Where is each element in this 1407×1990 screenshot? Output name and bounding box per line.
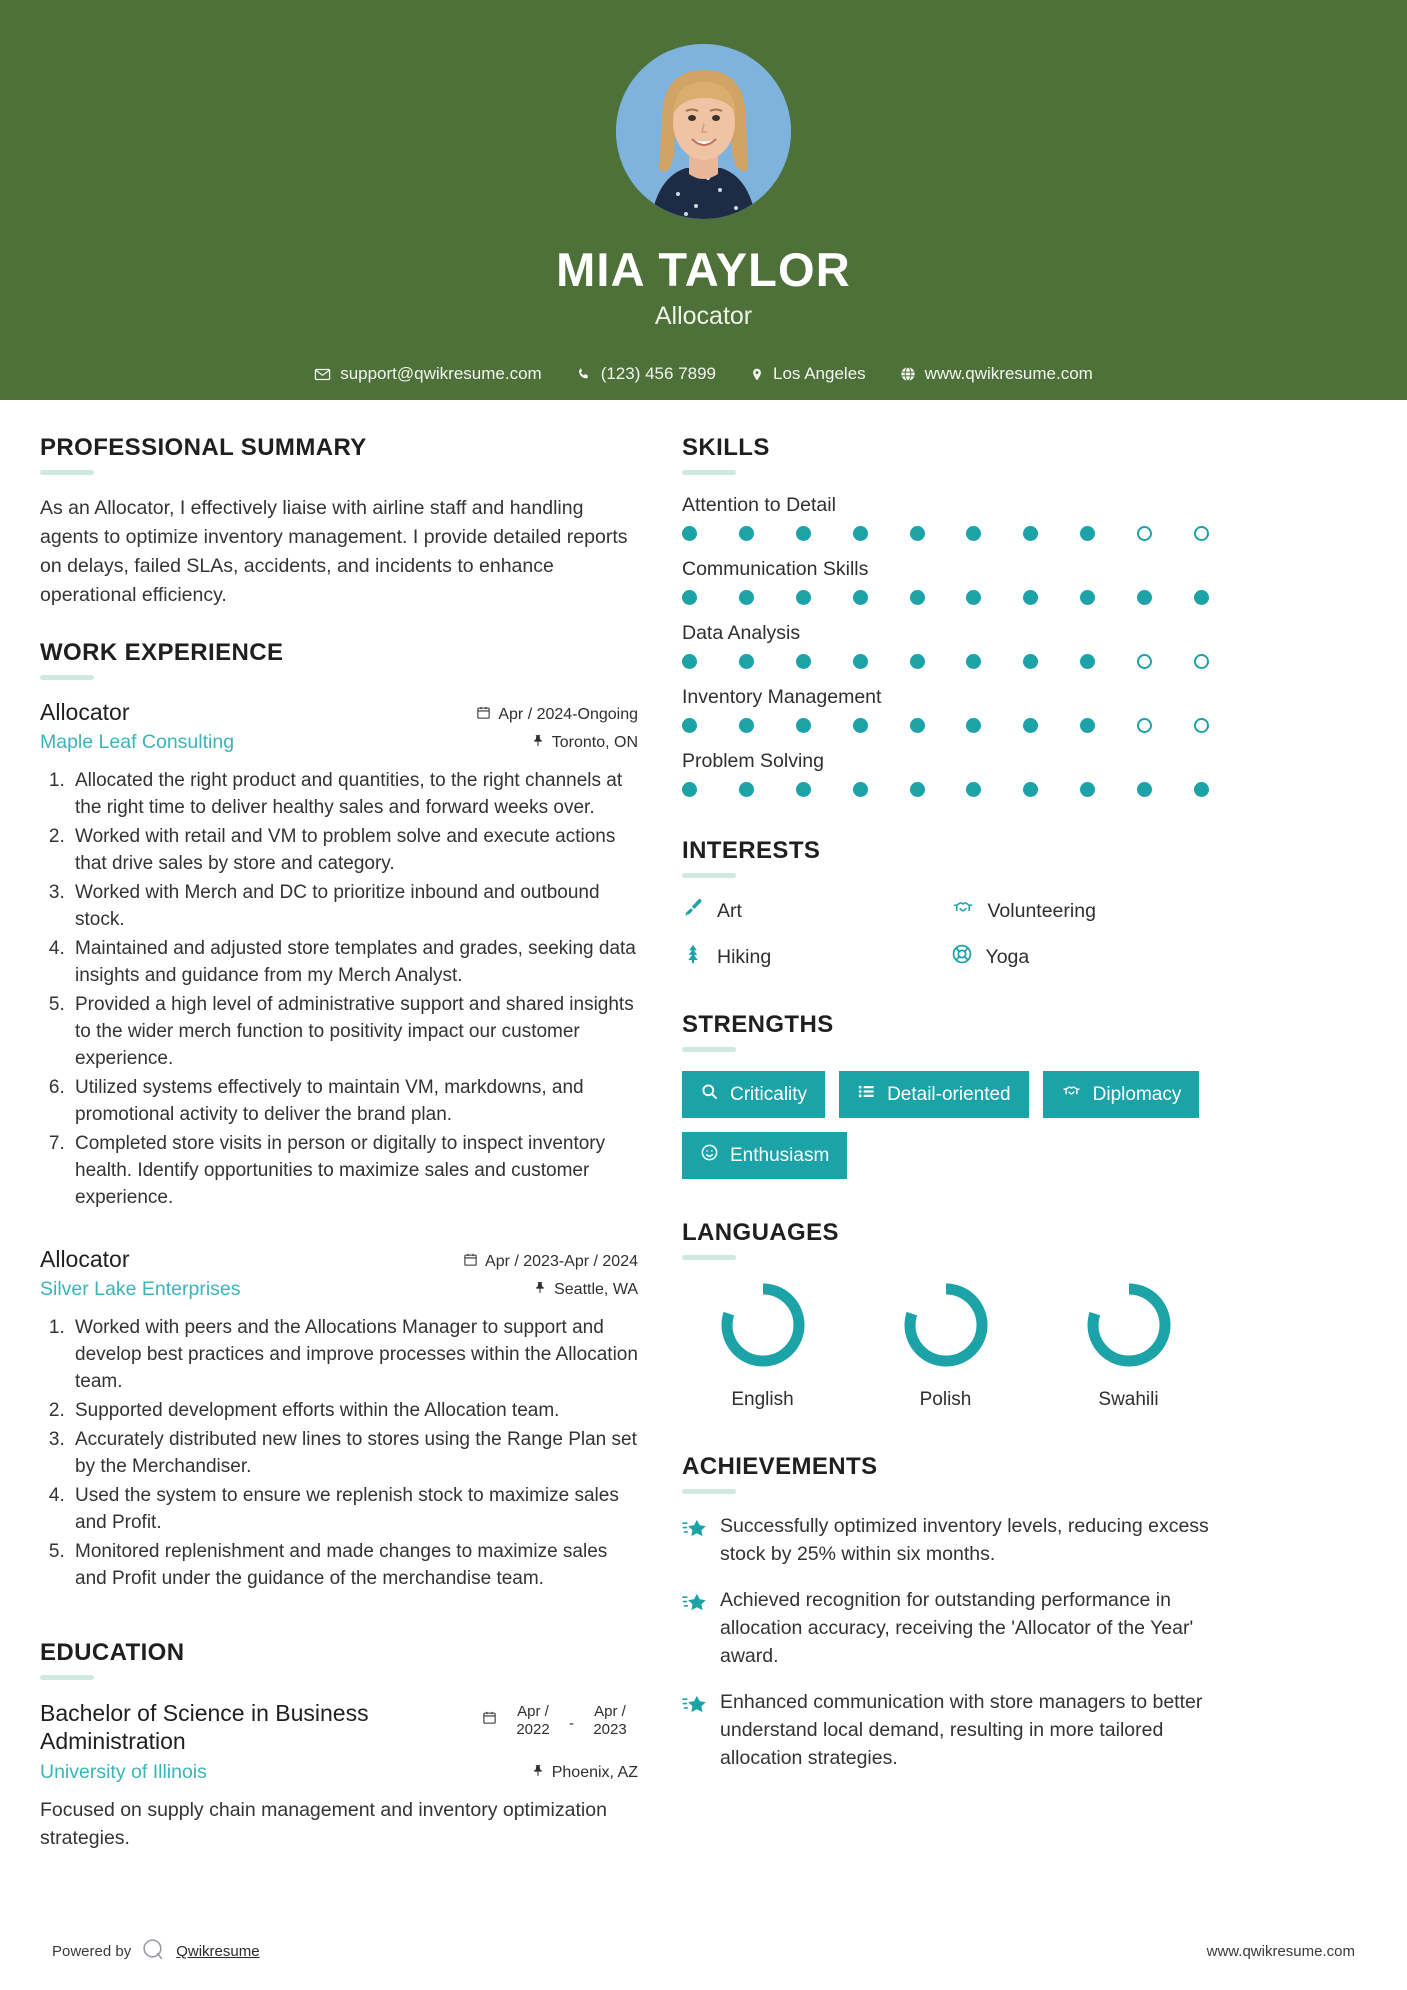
skill-dot-filled bbox=[739, 782, 754, 797]
skill-dot-filled bbox=[853, 590, 868, 605]
star-icon bbox=[682, 1689, 707, 1722]
education-end-month: Apr / bbox=[594, 1702, 626, 1720]
job-bullet: 4. Used the system to ensure we replenish stock to maximize sales and Profit. bbox=[70, 1483, 638, 1537]
interest-label: Yoga bbox=[985, 945, 1030, 968]
achievement-text: Achieved recognition for outstanding performance in allocation accuracy, receiving the 'Allocator of the Year' award. bbox=[720, 1589, 1194, 1667]
job-bullet: 7. Completed store visits in person or digitally to inspect inventory health. Identify opportunities to maximize sales and customer experience. bbox=[70, 1131, 638, 1212]
skill-dot-filled bbox=[682, 526, 697, 541]
skill-dot-filled bbox=[1023, 526, 1038, 541]
skill-dot-filled bbox=[1023, 718, 1038, 733]
achievement-item bbox=[682, 1689, 1209, 1772]
skill-dot-filled bbox=[796, 526, 811, 541]
skill-row bbox=[682, 686, 1209, 733]
section-languages bbox=[682, 1219, 1209, 1411]
skill-name: Attention to Detail bbox=[682, 494, 836, 516]
job-location-text: Seattle, WA bbox=[554, 1280, 638, 1298]
language-label: Polish bbox=[919, 1389, 972, 1410]
job-bullet: 5. Provided a high level of administrative support and shared insights to the wider merch function to positivity impact our customer experience. bbox=[70, 992, 638, 1073]
job-location-text: Toronto, ON bbox=[551, 734, 638, 752]
skill-dot-empty bbox=[1137, 654, 1152, 669]
strength-chip-diplomacy[interactable] bbox=[1043, 1071, 1200, 1118]
skill-dot-filled bbox=[1023, 590, 1038, 605]
contact-email[interactable] bbox=[297, 364, 559, 384]
page-title: MIA TAYLOR bbox=[556, 243, 851, 296]
education-location-text: Phoenix, AZ bbox=[551, 1763, 638, 1781]
lifebuoy-icon bbox=[951, 943, 973, 971]
interest-item-yoga bbox=[951, 943, 1210, 971]
language-item bbox=[682, 1279, 843, 1411]
magnifier-icon bbox=[700, 1082, 719, 1107]
section-underline bbox=[40, 1675, 94, 1680]
strength-chip-criticality[interactable] bbox=[682, 1071, 825, 1118]
job-location bbox=[534, 1280, 638, 1300]
section-underline bbox=[682, 1255, 736, 1260]
avatar-photo bbox=[616, 44, 791, 219]
skill-dot-filled bbox=[1023, 782, 1038, 797]
section-professional-summary bbox=[40, 434, 638, 609]
skill-dot-filled bbox=[682, 654, 697, 669]
job-bullet: 1. Allocated the right product and quantities, to the right channels at the right time to deliver healthy sales and forward weeks over. bbox=[70, 768, 638, 822]
skill-dot-filled bbox=[1080, 654, 1095, 669]
language-label: Swahili bbox=[1098, 1389, 1159, 1410]
section-underline bbox=[682, 873, 736, 878]
skill-dot-filled bbox=[796, 654, 811, 669]
language-progress-ring bbox=[900, 1279, 992, 1371]
skill-rating-dots bbox=[682, 782, 1209, 797]
skill-dot-filled bbox=[1137, 590, 1152, 605]
qwikresume-logo-icon bbox=[141, 1937, 166, 1966]
skill-dot-filled bbox=[796, 782, 811, 797]
skill-dot-filled bbox=[910, 590, 925, 605]
languages-list bbox=[682, 1279, 1209, 1411]
section-interests bbox=[682, 837, 1209, 971]
powered-by-block bbox=[52, 1937, 260, 1966]
skill-name: Problem Solving bbox=[682, 750, 824, 772]
skill-dot-filled bbox=[682, 782, 697, 797]
section-title-languages: LANGUAGES bbox=[682, 1219, 839, 1246]
section-work-experience bbox=[40, 639, 638, 1592]
contact-website-text: www.qwikresume.com bbox=[924, 364, 1093, 384]
skill-dot-filled bbox=[910, 782, 925, 797]
section-underline bbox=[682, 1047, 736, 1052]
section-underline bbox=[682, 1489, 736, 1494]
section-title-education: EDUCATION bbox=[40, 1638, 185, 1666]
skill-dot-filled bbox=[910, 718, 925, 733]
skill-rating-dots bbox=[682, 526, 1209, 541]
strength-label: Diplomacy bbox=[1092, 1083, 1182, 1105]
skill-dot-empty bbox=[1194, 718, 1209, 733]
contact-email-text: support@qwikresume.com bbox=[340, 364, 542, 384]
company-name: Silver Lake Enterprises bbox=[40, 1277, 241, 1300]
strength-label: Enthusiasm bbox=[730, 1144, 830, 1166]
section-underline bbox=[40, 675, 94, 680]
job-bullet: 5. Monitored replenishment and made changes to maximize sales and Profit under the guidance of the merchandise team. bbox=[70, 1539, 638, 1593]
job-bullet: 6. Utilized systems effectively to maintain VM, markdowns, and promotional activity to deliver the brand plan. bbox=[70, 1075, 638, 1129]
interest-item-art bbox=[682, 897, 941, 925]
job-bullet: 4. Maintained and adjusted store templates and grades, seeking data insights and guidance from my Merch Analyst. bbox=[70, 936, 638, 990]
contact-phone-text: (123) 456 7899 bbox=[600, 364, 717, 384]
skills-list bbox=[682, 494, 1209, 797]
job-bullet: 3. Worked with Merch and DC to prioritize inbound and outbound stock. bbox=[70, 880, 638, 934]
left-column bbox=[40, 434, 638, 1882]
skill-dot-filled bbox=[1080, 718, 1095, 733]
job-bullet-list bbox=[40, 768, 638, 1212]
tree-icon bbox=[682, 943, 704, 971]
calendar-icon bbox=[476, 705, 491, 725]
avatar bbox=[616, 44, 791, 219]
education-start-month: Apr / bbox=[517, 1702, 549, 1720]
skill-dot-filled bbox=[1080, 782, 1095, 797]
strength-label: Detail-oriented bbox=[887, 1083, 1011, 1105]
skill-dot-filled bbox=[1194, 782, 1209, 797]
job-bullet: 1. Worked with peers and the Allocations Manager to support and develop best practices and improve processes within the Allocation team. bbox=[70, 1315, 638, 1396]
skill-rating-dots bbox=[682, 590, 1209, 605]
job-title: Allocator bbox=[40, 699, 130, 726]
job-dates bbox=[476, 705, 638, 725]
job-bullet-list bbox=[40, 1315, 638, 1593]
education-start-date bbox=[505, 1703, 561, 1741]
skill-dot-filled bbox=[739, 718, 754, 733]
calendar-icon bbox=[482, 1703, 497, 1729]
smiley-icon bbox=[700, 1143, 719, 1168]
skill-dot-filled bbox=[796, 590, 811, 605]
achievement-text: Successfully optimized inventory levels, reducing excess stock by 25% within six months. bbox=[720, 1515, 1209, 1565]
skill-dot-filled bbox=[739, 590, 754, 605]
skill-dot-filled bbox=[966, 782, 981, 797]
powered-by-label: Powered by bbox=[52, 1943, 132, 1960]
job-dates-text: Apr / 2024-Ongoing bbox=[498, 706, 638, 724]
job-bullet: 2. Worked with retail and VM to problem solve and execute actions that drive sales by store and category. bbox=[70, 824, 638, 878]
map-pin-icon bbox=[750, 366, 764, 383]
skill-dot-filled bbox=[796, 718, 811, 733]
skill-dot-filled bbox=[910, 654, 925, 669]
pushpin-icon bbox=[532, 733, 545, 753]
work-experience-item bbox=[40, 699, 638, 1212]
skill-dot-empty bbox=[1137, 526, 1152, 541]
job-role-subtitle: Allocator bbox=[654, 302, 753, 331]
company-name: Maple Leaf Consulting bbox=[40, 731, 235, 754]
skill-dot-filled bbox=[682, 718, 697, 733]
job-bullet: 2. Supported development efforts within the Allocation team. bbox=[70, 1398, 638, 1425]
section-title-strengths: STRENGTHS bbox=[682, 1011, 834, 1038]
handshake-icon bbox=[1061, 1082, 1082, 1107]
section-achievements bbox=[682, 1453, 1209, 1773]
skill-row bbox=[682, 494, 1209, 541]
skill-dot-filled bbox=[966, 718, 981, 733]
skill-dot-filled bbox=[1080, 590, 1095, 605]
skill-dot-empty bbox=[1194, 654, 1209, 669]
interests-grid bbox=[682, 897, 1209, 971]
skill-dot-empty bbox=[1137, 718, 1152, 733]
handshake-icon bbox=[951, 897, 975, 925]
contact-phone[interactable] bbox=[559, 364, 733, 384]
job-title: Allocator bbox=[40, 1245, 130, 1272]
skill-dot-filled bbox=[1023, 654, 1038, 669]
skill-rating-dots bbox=[682, 718, 1209, 733]
star-icon bbox=[682, 1587, 707, 1620]
section-skills bbox=[682, 434, 1209, 797]
contact-website[interactable] bbox=[883, 364, 1110, 384]
skill-dot-filled bbox=[739, 526, 754, 541]
skill-row bbox=[682, 750, 1209, 797]
skill-dot-filled bbox=[853, 526, 868, 541]
skill-dot-filled bbox=[966, 526, 981, 541]
section-title-interests: INTERESTS bbox=[682, 837, 821, 864]
skill-row bbox=[682, 558, 1209, 605]
skill-name: Data Analysis bbox=[682, 622, 801, 644]
phone-icon bbox=[576, 366, 592, 382]
education-end-date bbox=[582, 1703, 638, 1741]
list-icon bbox=[857, 1082, 876, 1107]
education-end-year: 2023 bbox=[593, 1721, 627, 1739]
job-bullet: 3. Accurately distributed new lines to stores using the Range Plan set by the Merchandiser. bbox=[70, 1427, 638, 1481]
interest-label: Hiking bbox=[717, 945, 772, 968]
calendar-icon bbox=[463, 1252, 478, 1272]
star-icon bbox=[682, 1513, 707, 1546]
skill-name: Inventory Management bbox=[682, 686, 882, 708]
section-title-skills: SKILLS bbox=[682, 434, 770, 461]
resume-header bbox=[0, 0, 1407, 400]
interest-item-hiking bbox=[682, 943, 941, 971]
achievement-item bbox=[682, 1513, 1209, 1568]
strength-label: Criticality bbox=[730, 1083, 808, 1105]
strength-chip-detail-oriented[interactable] bbox=[839, 1071, 1029, 1118]
footer-website[interactable]: www.qwikresume.com bbox=[1206, 1943, 1355, 1960]
section-title-achievements: ACHIEVEMENTS bbox=[682, 1453, 878, 1480]
paintbrush-icon bbox=[682, 897, 704, 925]
right-column bbox=[682, 434, 1209, 1792]
pushpin-icon bbox=[532, 1763, 545, 1783]
envelope-icon bbox=[314, 366, 331, 383]
language-label: English bbox=[731, 1389, 794, 1410]
section-title-work-experience: WORK EXPERIENCE bbox=[40, 639, 284, 667]
interest-label: Art bbox=[717, 899, 742, 922]
section-underline bbox=[40, 470, 94, 475]
skill-dot-empty bbox=[1194, 526, 1209, 541]
skill-row bbox=[682, 622, 1209, 669]
language-item bbox=[1048, 1279, 1209, 1411]
qwikresume-link[interactable]: Qwikresume bbox=[176, 1943, 260, 1960]
education-start-year: 2022 bbox=[516, 1721, 550, 1739]
contact-row bbox=[0, 364, 1407, 384]
education-dates bbox=[482, 1699, 638, 1741]
section-underline bbox=[682, 470, 736, 475]
section-education bbox=[40, 1639, 638, 1853]
education-date-separator: - bbox=[569, 1714, 574, 1732]
skill-dot-filled bbox=[853, 654, 868, 669]
skill-dot-filled bbox=[1194, 590, 1209, 605]
skill-dot-filled bbox=[966, 590, 981, 605]
page-footer bbox=[0, 1937, 1407, 1966]
education-school: University of Illinois bbox=[40, 1760, 207, 1783]
skill-dot-filled bbox=[1080, 526, 1095, 541]
skill-dot-filled bbox=[853, 718, 868, 733]
language-item bbox=[865, 1279, 1026, 1411]
skill-dot-filled bbox=[739, 654, 754, 669]
skill-dot-filled bbox=[966, 654, 981, 669]
skill-rating-dots bbox=[682, 654, 1209, 669]
section-title-professional-summary: PROFESSIONAL SUMMARY bbox=[40, 434, 367, 461]
interest-item-volunteering bbox=[951, 897, 1210, 925]
strength-chip-enthusiasm[interactable] bbox=[682, 1132, 847, 1179]
skill-dot-filled bbox=[853, 782, 868, 797]
education-degree: Bachelor of Science in Business Administration bbox=[40, 1699, 369, 1754]
globe-icon bbox=[900, 366, 916, 382]
job-dates bbox=[463, 1252, 638, 1272]
skill-dot-filled bbox=[682, 590, 697, 605]
skill-name: Communication Skills bbox=[682, 558, 869, 580]
skill-dot-filled bbox=[910, 526, 925, 541]
education-location bbox=[532, 1763, 638, 1783]
language-progress-ring bbox=[717, 1279, 809, 1371]
interest-label: Volunteering bbox=[987, 899, 1096, 922]
job-dates-text: Apr / 2023-Apr / 2024 bbox=[485, 1252, 638, 1270]
skill-dot-filled bbox=[1137, 782, 1152, 797]
contact-location-text: Los Angeles bbox=[773, 364, 866, 384]
language-progress-ring bbox=[1083, 1279, 1175, 1371]
education-description: Focused on supply chain management and inventory optimization strategies. bbox=[40, 1798, 607, 1849]
work-experience-item bbox=[40, 1246, 638, 1593]
job-location bbox=[532, 733, 638, 753]
achievement-text: Enhanced communication with store managers to better understand local demand, resulting in more tailored allocation strategies. bbox=[720, 1691, 1203, 1769]
professional-summary-text: As an Allocator, I effectively liaise with airline staff and handling agents to optimize inventory management. I provide detailed reports on delays, failed SLAs, accidents, and incidents to enhance operational efficiency. bbox=[40, 497, 628, 606]
contact-location bbox=[733, 364, 883, 384]
achievement-item bbox=[682, 1587, 1209, 1670]
section-strengths bbox=[682, 1011, 1209, 1179]
education-item bbox=[40, 1699, 638, 1853]
pushpin-icon bbox=[534, 1280, 547, 1300]
strengths-chip-group bbox=[682, 1071, 1209, 1179]
